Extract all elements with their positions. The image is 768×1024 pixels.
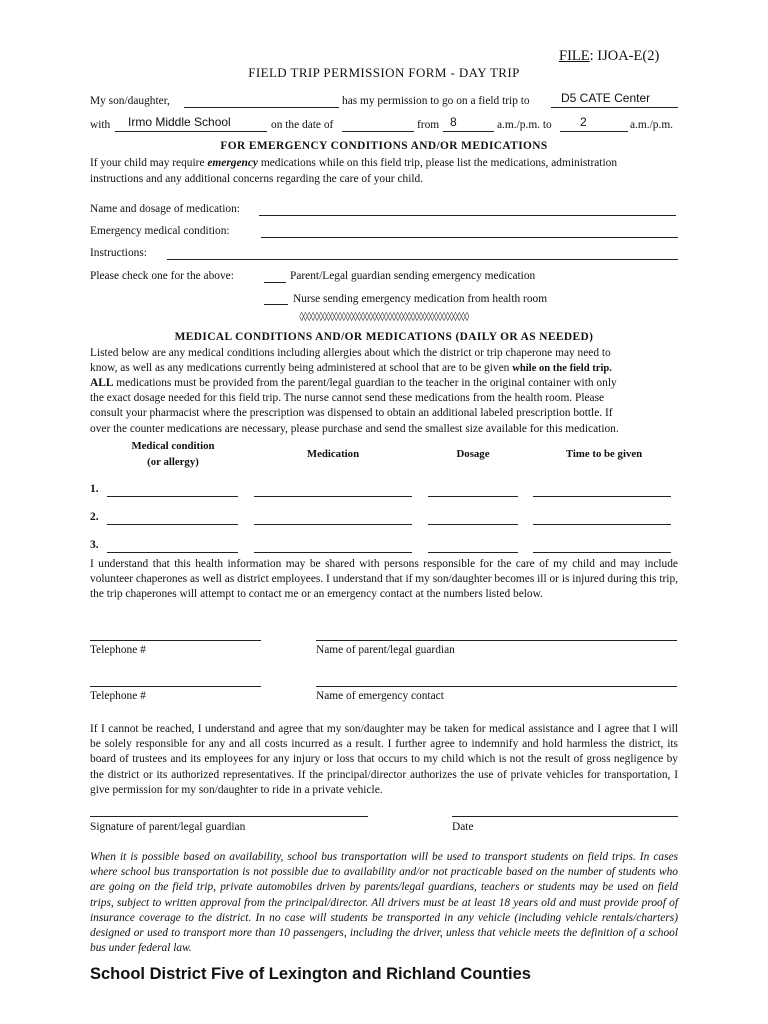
trip-date-field[interactable] [342,131,414,132]
date-of-label: on the date of [271,119,334,131]
telephone-1-label: Telephone # [90,644,146,656]
liability-text: If I cannot be reached, I understand and agree that my son/daughter may be taken for medical assistance and I agree that I will be solely responsible for any and all costs incurred as a result. I further agree to indemnify and hold harmless the district, its board of trustees and its employees for any injury or loss that occurs to my child which is not the result of gross negligence by the district or its authorized representatives. If the principal/director authorizes the use of private vehicles for transportation, I give permission for my son/daughter to ride in a private vehicle. [90,723,678,796]
telephone-2-label: Telephone # [90,690,146,702]
nurse-sending-checkbox[interactable] [264,304,288,305]
student-name-field[interactable] [184,107,339,108]
condition-cell[interactable] [107,496,238,497]
ampm-label: a.m./p.m. [630,119,674,131]
instructions-field[interactable] [167,259,678,260]
nurse-sending-option: Nurse sending emergency medication from health room [293,293,548,305]
telephone-2-field[interactable] [90,686,261,687]
check-one-label: Please check one for the above: [90,270,234,282]
emergency-intro: If your child may require emergency medications while on this field trip, please list the medications, administration [90,157,618,169]
parent-sending-option: Parent/Legal guardian sending emergency medication [290,270,536,282]
medication-cell[interactable] [254,524,412,525]
col-time: Time to be given [565,448,643,460]
emergency-contact-field[interactable] [316,686,677,687]
time-cell[interactable] [533,496,671,497]
medication-cell[interactable] [254,496,412,497]
medical-heading: MEDICAL CONDITIONS AND/OR MEDICATIONS (DAILY OR AS NEEDED) [174,331,594,343]
medical-para-5: consult your pharmacist where the prescription was dispensed to obtain an additional labeled prescription bottle. If [90,407,613,419]
from-time-value[interactable]: 8 [450,115,457,129]
condition-cell[interactable] [107,552,238,553]
ampm-to-label: a.m./p.m. to [497,119,552,131]
emergency-contact-label: Name of emergency contact [316,690,444,702]
medical-para-4: the exact dosage needed for this field trip. The nurse cannot send these medications from the health room. Please [90,392,605,404]
destination-field[interactable] [551,107,678,108]
col-dosage: Dosage [456,448,490,460]
name-dosage-field[interactable] [259,215,676,216]
to-time-field[interactable] [560,131,628,132]
condition-cell[interactable] [107,524,238,525]
medical-para-3: ALL medications must be provided from the parent/legal guardian to the teacher in the original container with only [90,377,617,389]
time-cell[interactable] [533,552,671,553]
signature-field[interactable] [90,816,368,817]
dosage-cell[interactable] [428,524,518,525]
date-label: Date [452,821,474,833]
medication-cell[interactable] [254,552,412,553]
with-label: with [90,119,111,131]
emergency-heading: FOR EMERGENCY CONDITIONS AND/OR MEDICATIONS [220,140,548,152]
file-code: FILE: IJOA-E(2) [559,48,660,64]
dosage-cell[interactable] [428,552,518,553]
medical-para-1: Listed below are any medical conditions including allergies about which the district or trip chaperone may need to [90,347,611,359]
from-label: from [417,119,440,131]
condition-field[interactable] [261,237,678,238]
time-cell[interactable] [533,524,671,525]
row-number: 2. [90,511,99,523]
from-time-field[interactable] [443,131,494,132]
son-daughter-label: My son/daughter, [90,95,170,107]
col-medical-condition: Medical condition (or allergy) [131,440,215,468]
condition-label: Emergency medical condition: [90,225,230,237]
consent-text: I understand that this health information may be shared with persons responsible for the care of my child and may include volunteer chaperones as well as district employees. I understand that if my son/daughter becomes ill or is injured during this trip, the trip chaperones will attempt to contact me or an emergency contact at the numbers listed below. [90,558,678,601]
diamond-divider: ◊◊◊◊◊◊◊◊◊◊◊◊◊◊◊◊◊◊◊◊◊◊◊◊◊◊◊◊◊◊◊◊◊◊◊◊◊◊◊◊◊◊◊◊ [299,312,469,322]
permission-text: has my permission to go on a field trip to [342,95,530,107]
signature-label: Signature of parent/legal guardian [90,821,246,833]
parent-sending-checkbox[interactable] [264,282,286,283]
emergency-intro-2: instructions and any additional concerns regarding the care of your child. [90,173,424,185]
medical-para-6: over the counter medications are necessary, please purchase and send the smallest size available for this medication. [90,423,619,435]
parent-name-label: Name of parent/legal guardian [316,644,455,656]
date-field[interactable] [452,816,678,817]
row-number: 3. [90,539,99,551]
transport-note: When it is possible based on availability, school bus transportation will be used to transport students on field trips. In cases where school bus transportation is not possible due to availability and/or not practicable based on the number of students who are going on the field trip, private automobiles driven by parents/legal guardians, teachers or students may be used on field trips, subject to written approval from the principal/director. All drivers must be at least 18 years old and must provide proof of insurance coverage to the district. In no case will students be transported in any vehicle (including vehicle rentals/charters) designed or used to transport more than 10 passengers, including the driver, unless that vehicle meets the definition of a school bus under federal law. [90,851,678,955]
form-title: FIELD TRIP PERMISSION FORM - DAY TRIP [248,65,520,80]
school-value[interactable]: Irmo Middle School [128,115,231,129]
row-number: 1. [90,483,99,495]
instructions-label: Instructions: [90,247,147,259]
school-field[interactable] [115,131,267,132]
dosage-cell[interactable] [428,496,518,497]
telephone-1-field[interactable] [90,640,261,641]
col-medication: Medication [306,448,360,460]
destination-value[interactable]: D5 CATE Center [561,91,651,105]
to-time-value[interactable]: 2 [580,115,587,129]
parent-name-field[interactable] [316,640,677,641]
medical-para-2: know, as well as any medications currently being administered at school that are to be given while on the field trip. [90,362,612,374]
district-name: School District Five of Lexington and Richland Counties [90,965,531,983]
name-dosage-label: Name and dosage of medication: [90,203,240,215]
